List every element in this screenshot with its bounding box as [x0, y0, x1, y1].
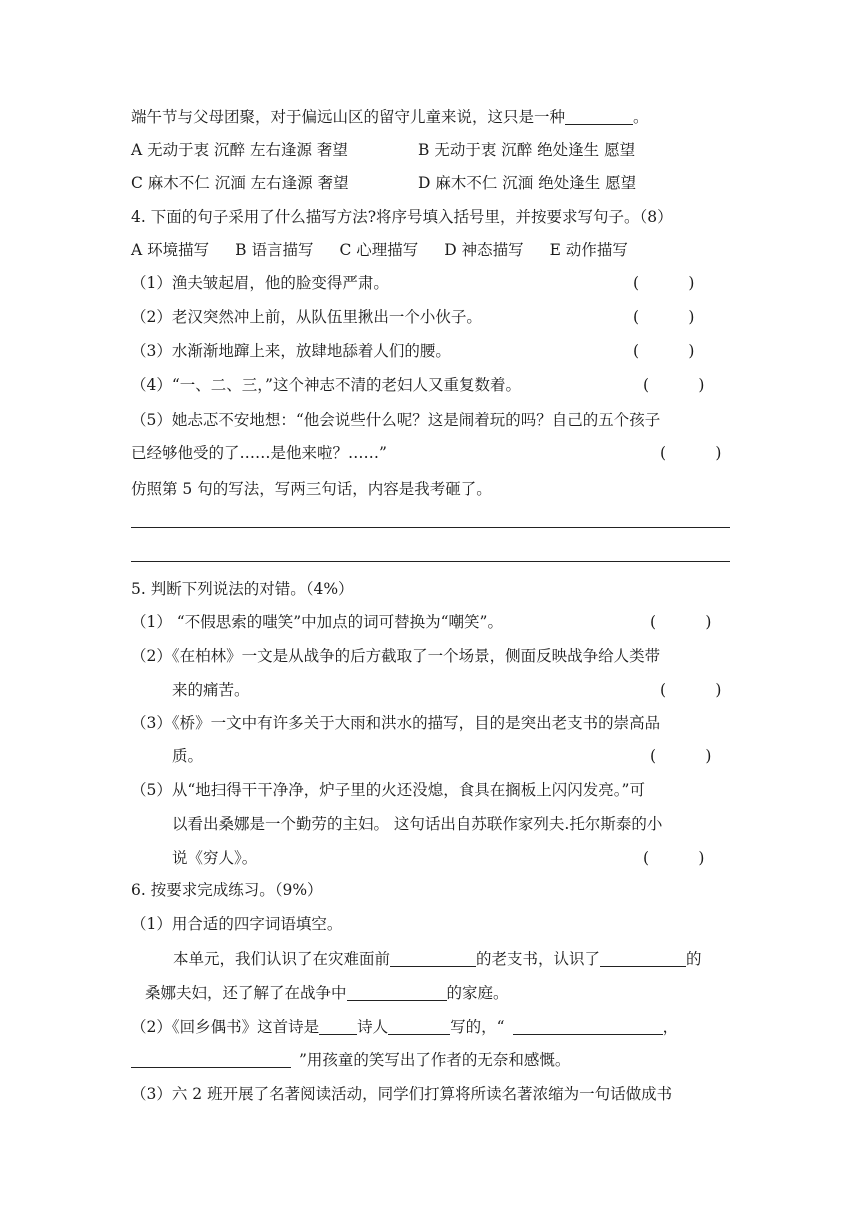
q5-item-5-line-2: 以看出桑娜是一个勤劳的主妇。 这句话出自苏联作家列夫.托尔斯泰的小 — [172, 815, 663, 833]
q5-item-1-answer[interactable]: ( ) — [650, 613, 712, 631]
idiom-blank-2[interactable] — [600, 950, 686, 967]
q6-sub-3: （3）六 2 班开展了名著阅读活动，同学们打算将所读名著浓缩为一句话做成书 — [131, 1085, 673, 1103]
q3-tail-text: 端午节与父母团聚，对于偏远山区的留守儿童来说，这只是一种 — [131, 108, 566, 126]
q5-item-5-line-1: （5）从“地扫得干干净净，炉子里的火还没熄，食具在搁板上闪闪发亮。”可 — [131, 781, 645, 799]
q4-item-5-cont: 已经够他受的了……是他来啦？……” — [131, 444, 387, 462]
q4-item-2: （2）老汉突然冲上前，从队伍里揪出一个小伙子。 — [131, 308, 482, 326]
q5-item-1: （1） “不假思索的嗤笑”中加点的词可替换为“嘲笑”。 — [131, 613, 503, 631]
q5-item-3-line-2: 质。 — [172, 747, 204, 765]
q4-item-4: （4）“一、二、三，”这个神志不清的老妇人又重复数着。 — [131, 376, 521, 394]
q4-item-3-answer[interactable]: ( ) — [633, 342, 695, 360]
q6-sub-1: （1）用合适的四字词语填空。 — [131, 915, 343, 933]
q4-item-1: （1）渔夫皱起眉，他的脸变得严肃。 — [131, 274, 389, 292]
q4-item-2-answer[interactable]: ( ) — [633, 308, 695, 326]
q5-item-5-line-3: 说《穷人》。 — [172, 849, 258, 867]
q4-imitate-prompt: 仿照第 5 句的写法，写两三句话，内容是我考砸了。 — [131, 480, 492, 498]
q4-methods — [131, 240, 628, 260]
q3-option-a: A 无动于衷 沉醉 左右逢源 奢望 — [131, 141, 348, 159]
idiom-blank-3[interactable] — [347, 984, 447, 1001]
q5-item-3-line-1: （3）《桥》一文中有许多关于大雨和洪水的描写，目的是突出老支书的崇高品 — [131, 714, 661, 732]
q4-item-5-answer[interactable]: ( ) — [660, 444, 722, 462]
q6-sub-1-sentence: 本单元，我们认识了在灾难面前 的老支书，认识了 的 — [173, 950, 702, 968]
q6-sub-2-cont: ”用孩童的笑写出了作者的无奈和感慨。 — [131, 1050, 570, 1070]
q3-option-c: C 麻木不仁 沉湎 左右逢源 奢望 — [131, 174, 349, 192]
verse-blank-2[interactable] — [131, 1051, 291, 1068]
q3-tail-line — [131, 107, 649, 127]
q4-writing-line-2[interactable] — [131, 561, 730, 562]
q3-tail-end: 。 — [633, 108, 649, 126]
q4-item-4-answer[interactable]: ( ) — [643, 376, 705, 394]
q6-sub-2: （2）《回乡偶书》这首诗是 诗人 写的，“ ， — [131, 1018, 679, 1036]
q5-item-2-line-1: （2）《在柏林》一文是从战争的后方截取了一个场景，侧面反映战争给人类带 — [131, 647, 661, 665]
method-d: D 神态描写 — [444, 241, 524, 259]
q5-item-3-answer[interactable]: ( ) — [650, 747, 712, 765]
q4-writing-line-1[interactable] — [131, 527, 730, 528]
q4-item-1-answer[interactable]: ( ) — [633, 274, 695, 292]
method-e: E 动作描写 — [549, 241, 628, 259]
q5-item-2-answer[interactable]: ( ) — [660, 681, 722, 699]
method-b: B 语言描写 — [235, 241, 314, 259]
q3-answer-blank[interactable] — [565, 108, 633, 125]
q4-item-5: （5）她忐忑不安地想：“他会说些什么呢？这是闹着玩的吗？自己的五个孩子 — [131, 411, 661, 429]
q5-title: 5. 判断下列说法的对错。（4%） — [131, 580, 354, 598]
q3-option-d: D 麻木不仁 沉湎 绝处逢生 愿望 — [418, 174, 637, 192]
q4-title: 4. 下面的句子采用了什么描写方法?将序号填入括号里，并按要求写句子。（8） — [131, 208, 673, 226]
q6-title: 6. 按要求完成练习。（9%） — [131, 881, 323, 899]
poet-name-blank[interactable] — [388, 1018, 450, 1035]
q4-item-3: （3）水渐渐地蹿上来，放肆地舔着人们的腰。 — [131, 342, 451, 360]
q5-item-5-answer[interactable]: ( ) — [643, 849, 705, 867]
method-c: C 心理描写 — [339, 241, 419, 259]
q5-item-2-line-2: 来的痛苦。 — [172, 681, 250, 699]
q6-sub-1-sentence-cont: 桑娜夫妇，还了解了在战争中 的家庭。 — [145, 984, 509, 1002]
q3-option-b: B 无动于衷 沉醉 绝处逢生 愿望 — [418, 141, 636, 159]
idiom-blank-1[interactable] — [390, 950, 476, 967]
verse-blank-1[interactable] — [513, 1018, 663, 1035]
poet-dynasty-blank[interactable] — [319, 1018, 357, 1035]
method-a: A 环境描写 — [131, 241, 210, 259]
